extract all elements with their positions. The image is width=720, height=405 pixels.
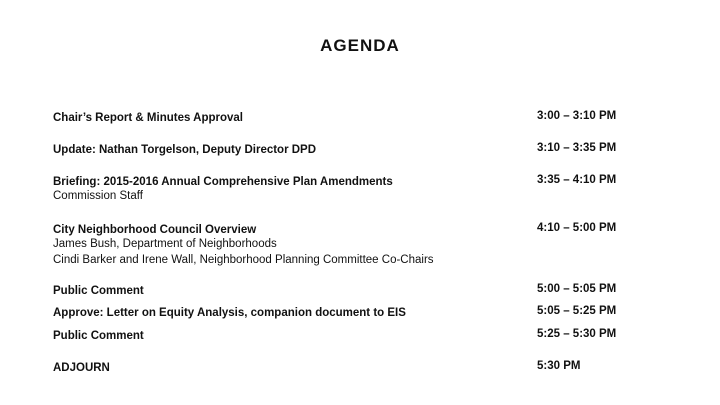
agenda-item-time: 3:35 – 4:10 PM (537, 174, 617, 186)
agenda-item (53, 108, 673, 124)
agenda-item-time: 5:00 – 5:05 PM (537, 283, 617, 295)
agenda-item-label: Public Comment (53, 330, 144, 342)
agenda-item (53, 303, 673, 319)
agenda-item-presenter: James Bush, Department of Neighborhoods (53, 238, 277, 250)
agenda-item-time: 3:10 – 3:35 PM (537, 142, 617, 154)
agenda-item-label: City Neighborhood Council Overview (53, 224, 257, 236)
agenda-item-label: Approve: Letter on Equity Analysis, companion document to EIS (53, 307, 406, 319)
agenda-item-label: Chair’s Report & Minutes Approval (53, 112, 243, 124)
agenda-item-time: 4:10 – 5:00 PM (537, 222, 617, 234)
agenda-item (53, 220, 673, 268)
agenda-item (53, 281, 673, 297)
agenda-item-presenter: Commission Staff (53, 190, 143, 202)
agenda-item-time: 5:05 – 5:25 PM (537, 305, 617, 317)
agenda-item-presenter: Cindi Barker and Irene Wall, Neighborhood Planning Committee Co-Chairs (53, 254, 434, 266)
agenda-item-time: 3:00 – 3:10 PM (537, 110, 617, 122)
agenda-item (53, 326, 673, 342)
agenda-item-label: Update: Nathan Torgelson, Deputy Director DPD (53, 144, 317, 156)
agenda-item-time: 5:25 – 5:30 PM (537, 328, 617, 340)
agenda-item-label: Public Comment (53, 285, 144, 297)
agenda-item (53, 172, 673, 204)
agenda-item-time: 5:30 PM (537, 360, 581, 372)
agenda-item (53, 140, 673, 156)
agenda-item-label: Briefing: 2015-2016 Annual Comprehensive Plan Amendments (53, 176, 393, 188)
agenda-item-label: ADJOURN (53, 362, 110, 374)
agenda-title: AGENDA (320, 36, 400, 55)
agenda-item (53, 358, 673, 374)
